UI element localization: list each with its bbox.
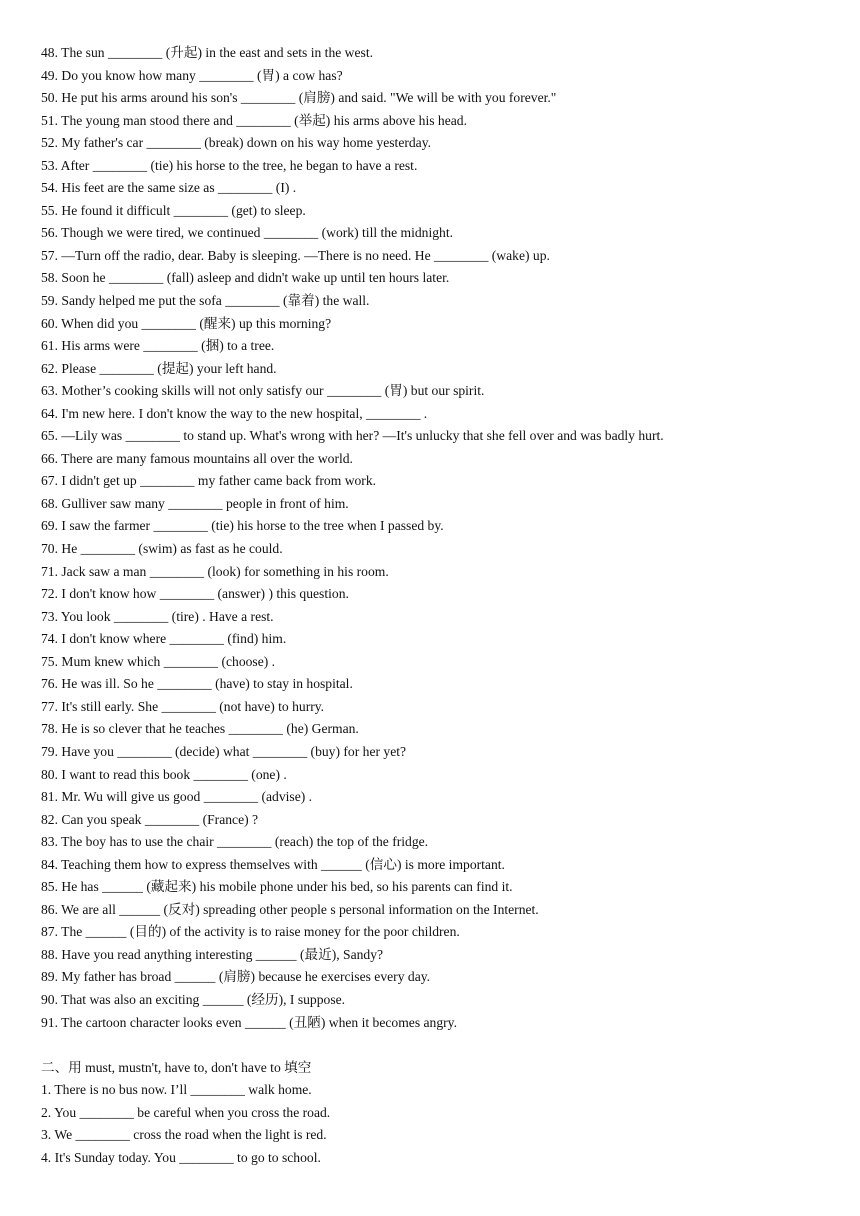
exercise-item: 54. His feet are the same size as ________ (I) . [41,180,297,196]
exercise-item: 55. He found it difficult ________ (get) to sleep. [41,202,306,218]
exercise-item: 87. The ______ (目的) of the activity is to raise money for the poor children. [41,924,460,940]
exercise-item: 85. He has ______ (藏起来) his mobile phone under his bed, so his parents can find it. [41,879,513,895]
exercise-item: 89. My father has broad ______ (肩膀) because he exercises every day. [41,969,431,985]
exercise-item: 1. There is no bus now. I’ll ________ walk home. [41,1082,312,1098]
exercise-item: 56. Though we were tired, we continued ________ (work) till the midnight. [41,225,454,241]
exercise-item: 77. It's still early. She ________ (not have) to hurry. [41,698,325,714]
section-heading-part2: 二、用 must, mustn't, have to, don't have to 填空 [41,1059,312,1075]
exercise-item: 86. We are all ______ (反对) spreading other people s personal information on the Internet. [41,901,539,917]
exercise-item: 91. The cartoon character looks even ______ (丑陋) when it becomes angry. [41,1014,457,1030]
exercise-item: 57. —Turn off the radio, dear. Baby is sleeping. —There is no need. He ________ (wake) up. [41,247,550,263]
exercise-item: 81. Mr. Wu will give us good ________ (advise) . [41,789,313,805]
exercise-list-part2 [41,1079,831,1169]
exercise-item: 49. Do you know how many ________ (胃) a cow has? [41,67,343,83]
exercise-item: 84. Teaching them how to express themselves with ______ (信心) is more important. [41,856,505,872]
worksheet-page [41,42,831,1169]
section-spacer [41,1034,831,1057]
exercise-item: 71. Jack saw a man ________ (look) for something in his room. [41,563,389,579]
exercise-item: 82. Can you speak ________ (France) ? [41,811,259,827]
exercise-item: 61. His arms were ________ (捆) to a tree. [41,338,275,354]
exercise-list-part1 [41,42,831,1034]
exercise-item: 66. There are many famous mountains all over the world. [41,450,353,466]
exercise-item: 52. My father's car ________ (break) down on his way home yesterday. [41,135,432,151]
exercise-item: 50. He put his arms around his son's ________ (肩膀) and said. "We will be with you forever." [41,90,557,106]
exercise-item: 60. When did you ________ (醒来) up this morning? [41,315,332,331]
exercise-item: 73. You look ________ (tire) . Have a rest. [41,608,274,624]
exercise-item: 75. Mum knew which ________ (choose) . [41,653,276,669]
exercise-item: 62. Please ________ (提起) your left hand. [41,360,277,376]
exercise-item: 53. After ________ (tie) his horse to the tree, he began to have a rest. [41,157,418,173]
exercise-item: 76. He was ill. So he ________ (have) to stay in hospital. [41,676,353,692]
exercise-item: 79. Have you ________ (decide) what ________ (buy) for her yet? [41,743,407,759]
exercise-item: 59. Sandy helped me put the sofa ________ (靠着) the wall. [41,293,370,309]
exercise-item: 67. I didn't get up ________ my father came back from work. [41,473,377,489]
exercise-item: 63. Mother’s cooking skills will not only satisfy our ________ (胃) but our spirit. [41,383,485,399]
exercise-item: 78. He is so clever that he teaches ________ (he) German. [41,721,359,737]
exercise-item: 2. You ________ be careful when you cross the road. [41,1104,331,1120]
exercise-item: 80. I want to read this book ________ (one) . [41,766,287,782]
exercise-item: 88. Have you read anything interesting ______ (最近), Sandy? [41,946,384,962]
exercise-item: 58. Soon he ________ (fall) asleep and didn't wake up until ten hours later. [41,270,450,286]
exercise-item: 68. Gulliver saw many ________ people in front of him. [41,495,349,511]
exercise-item: 3. We ________ cross the road when the light is red. [41,1127,327,1143]
exercise-item: 69. I saw the farmer ________ (tie) his horse to the tree when I passed by. [41,518,444,534]
exercise-item: 90. That was also an exciting ______ (经历), I suppose. [41,991,346,1007]
exercise-item: 72. I don't know how ________ (answer) ) this question. [41,586,349,602]
exercise-item: 83. The boy has to use the chair ________ (reach) the top of the fridge. [41,834,429,850]
exercise-item: 70. He ________ (swim) as fast as he could. [41,541,283,557]
exercise-item: 51. The young man stood there and ________ (举起) his arms above his head. [41,112,467,128]
exercise-item: 65. —Lily was ________ to stand up. What's wrong with her? —It's unlucky that she fell over and was badly hurt. [41,428,664,444]
exercise-item: 64. I'm new here. I don't know the way to the new hospital, ________ . [41,405,428,421]
exercise-item: 48. The sun ________ (升起) in the east and sets in the west. [41,45,373,60]
exercise-item: 4. It's Sunday today. You ________ to go to school. [41,1149,321,1165]
exercise-item: 74. I don't know where ________ (find) him. [41,631,287,647]
